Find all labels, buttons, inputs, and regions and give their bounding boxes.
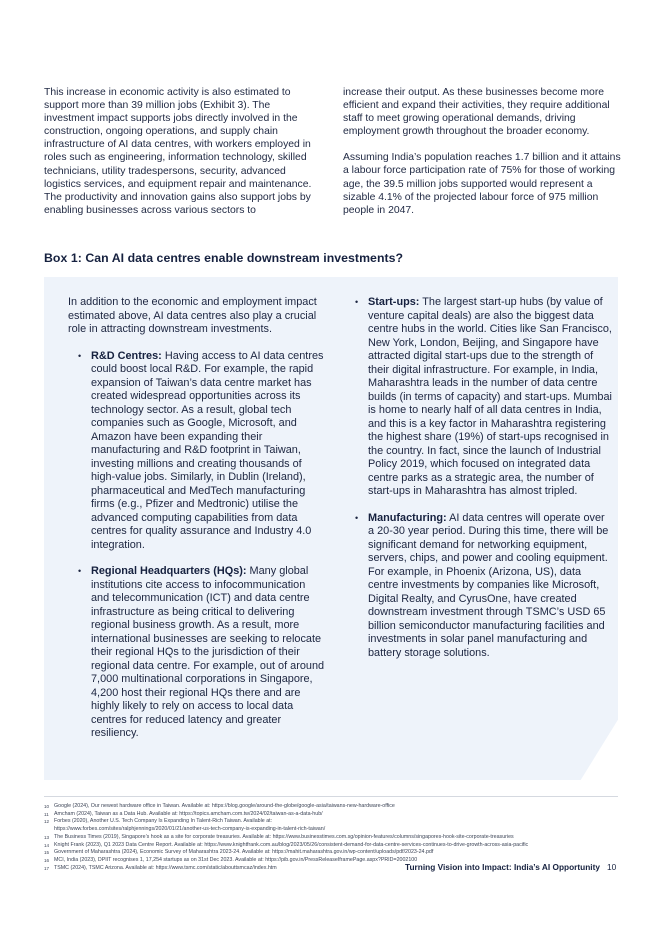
footnote: [44, 803, 618, 811]
footnote: [44, 849, 618, 857]
footnote-number: 13: [44, 834, 50, 840]
footer-title: Turning Vision into Impact: India’s AI Opportunity: [405, 862, 600, 872]
footnote: [44, 811, 618, 819]
box-title: Box 1: Can AI data centres enable downstream investments?: [44, 251, 404, 265]
footnote-number: 11: [44, 811, 49, 817]
box-column-right: [355, 296, 613, 673]
item-lead: Manufacturing:: [368, 511, 447, 524]
footnote-number: 16: [44, 857, 50, 863]
footnote-text: TSMC (2024), TSMC Arizona. Available at: https://www.tsmc.com/static/abouttsmcaz/index.htm: [54, 864, 277, 871]
footnote: [44, 826, 618, 834]
footnote-number: 15: [44, 850, 50, 856]
list-item: [91, 350, 326, 553]
list-item: [368, 512, 613, 661]
footnote-text: Forbes (2020), Another U.S. Tech Company Is Expanding In Talent-Rich Taiwan. Available at:: [54, 818, 273, 825]
footnote-text: Amcham (2024), Taiwan as a Data Hub. Available at: https://topics.amcham.com.tw/2024/02/taiwan-as-a-data-hub/: [54, 810, 323, 817]
item-text: Having access to AI data centres could boost local R&D. For example, the rapid expansion of Taiwan’s data centre market has created widespread opportunities across its technology sector. As a result, global tech companies such as Google, Microsoft, and Amazon have been expanding their manufacturing and R&D footprint in Taiwan, investing millions and creating thousands of high-value jobs. Similarly, in Dublin (Ireland), pharmaceutical and MedTech manufacturing firms (e.g., Pfizer and Medtronic) utilise the advanced computing capabilities from data centres for quality assurance and Industry 4.0 integration.: [91, 349, 324, 551]
item-text: Many global institutions cite access to infocommunication and telecommunication (ICT) and data centre infrastructure as being critical to delivering regional business growth. As a result, more international businesses are seeking to relocate their regional HQs to the jurisdiction of their regional data centre. For example, out of around 7,000 multinational corporations in Singapore, 4,200 host their regional HQs there and are highly likely to rely on access to local data centres for reduced latency and greater resiliency.: [91, 565, 325, 739]
item-lead: Start-ups:: [368, 296, 420, 308]
item-text: The largest start-up hubs (by value of venture capital deals) are also the biggest data centre hubs in the world. Cities like San Francisco, New York, London, Beijing, and Singapore have attracted digital start-ups due to the strength of their digital infrastructure. For example, in India, Maharashtra leads in the number of data centre builds (in terms of capacity) and start-ups. Mumbai is home to nearly half of all data centres in India, and this is a key factor in Maharashtra registering the highest share (19%) of start-ups recognised in the country. In fact, since the launch of Industrial Policy 2019, which focused on integrated data centre parks as a strategic area, the number of start-ups in Maharashtra has almost tripled.: [368, 296, 612, 497]
item-lead: R&D Centres:: [91, 349, 162, 362]
bullet-list: [355, 296, 613, 660]
footnote: [44, 834, 618, 842]
footnote-text: https://www.forbes.com/sites/ralphjennings/2020/01/21/another-us-tech-company-is-expanding-in-talent-rich-taiwan/: [54, 826, 326, 833]
footnote-text: Government of Maharashtra (2024), Economic Survey of Maharashtra 2023-24. Available at: https://mahit.maharashtra.gov.in/wp-content/uploads/pdf/2023-24.pdf: [54, 849, 434, 856]
footnote-text: Google (2024), Our newest hardware office in Taiwan. Available at: https://blog.google/around-the-globe/google-asia/taiwans-new-hardware-office: [54, 803, 395, 809]
intro-column-right: [343, 86, 623, 217]
footnote-number: 17: [44, 865, 50, 871]
footnote-text: Knight Frank (2023), Q1 2023 Data Centre Report. Available at: https://www.knightfrank.com.au/blog/2023/05/26/consistent-demand-for-data-centre-services-continues-to-drive-growth-across-asia-pacific: [54, 841, 529, 848]
intro-paragraph: Assuming India’s population reaches 1.7 billion and it attains a labour force participation rate of 75% for those of working age, the 39.5 million jobs supported would represent a sizable 4.1% of the projected labour force of 975 million people in 2047.: [343, 152, 621, 216]
intro-paragraph: increase their output. As these businesses become more efficient and expand their activities, they require additional staff to meet growing operational demands, driving employment growth throughout the broader economy.: [343, 87, 610, 138]
item-text: AI data centres will operate over a 20-30 year period. During this time, there will be significant demand for networking equipment, servers, chips, and power and cooling equipment. For example, in Phoenix (Arizona, US), data centre investments by companies like Microsoft, Digital Realty, and CyrusOne, have created downstream investment through TSMC’s USD 65 billion semiconductor manufacturing facilities and investments in solar panel manufacturing and battery storage solutions.: [368, 511, 609, 659]
footnote-number: 12: [44, 819, 50, 825]
intro-column-left: [44, 86, 322, 217]
footnote-divider: [44, 796, 618, 797]
bullet-list: [68, 350, 326, 741]
footnote-number: 14: [44, 842, 50, 848]
box-column-left: [68, 296, 326, 754]
footnote-number: 10: [44, 804, 50, 809]
footnote-text: MCI, India (2023), DPIIT recognises 1, 17,254 startups as on 31st Dec 2023. Available at: https://pib.gov.in/PressReleaseIframePage.aspx?PRID=2002100: [54, 856, 418, 863]
footnote-number: [44, 826, 54, 834]
list-item: [368, 296, 613, 499]
box-intro: In addition to the economic and employment impact estimated above, AI data centres also play a crucial role in attracting downstream investments.: [68, 296, 317, 335]
footnote: [44, 842, 618, 850]
intro-paragraph: This increase in economic activity is also estimated to support more than 39 million jobs (Exhibit 3). The investment impact supports jobs directly involved in the construction, ongoing operations, and supply chain infrastructure of AI data centres, with workers employed in roles such as engineering, information technology, skilled technicians, utility tradespersons, security, advanced logistics services, and equipment repair and maintenance. The productivity and innovation gains also support jobs by enabling businesses across various sectors to: [44, 87, 312, 216]
item-lead: Regional Headquarters (HQs):: [91, 565, 247, 577]
list-item: [91, 565, 326, 741]
page-number: 10: [607, 862, 617, 872]
footnote-text: The Business Times (2019), Singapore’s hook as a site for corporate treasuries. Available at: https://www.businesstimes.com.sg/opinion-features/columns/singapores-hook-site-corporate-treasuries: [54, 833, 514, 840]
footnote: [44, 818, 618, 826]
